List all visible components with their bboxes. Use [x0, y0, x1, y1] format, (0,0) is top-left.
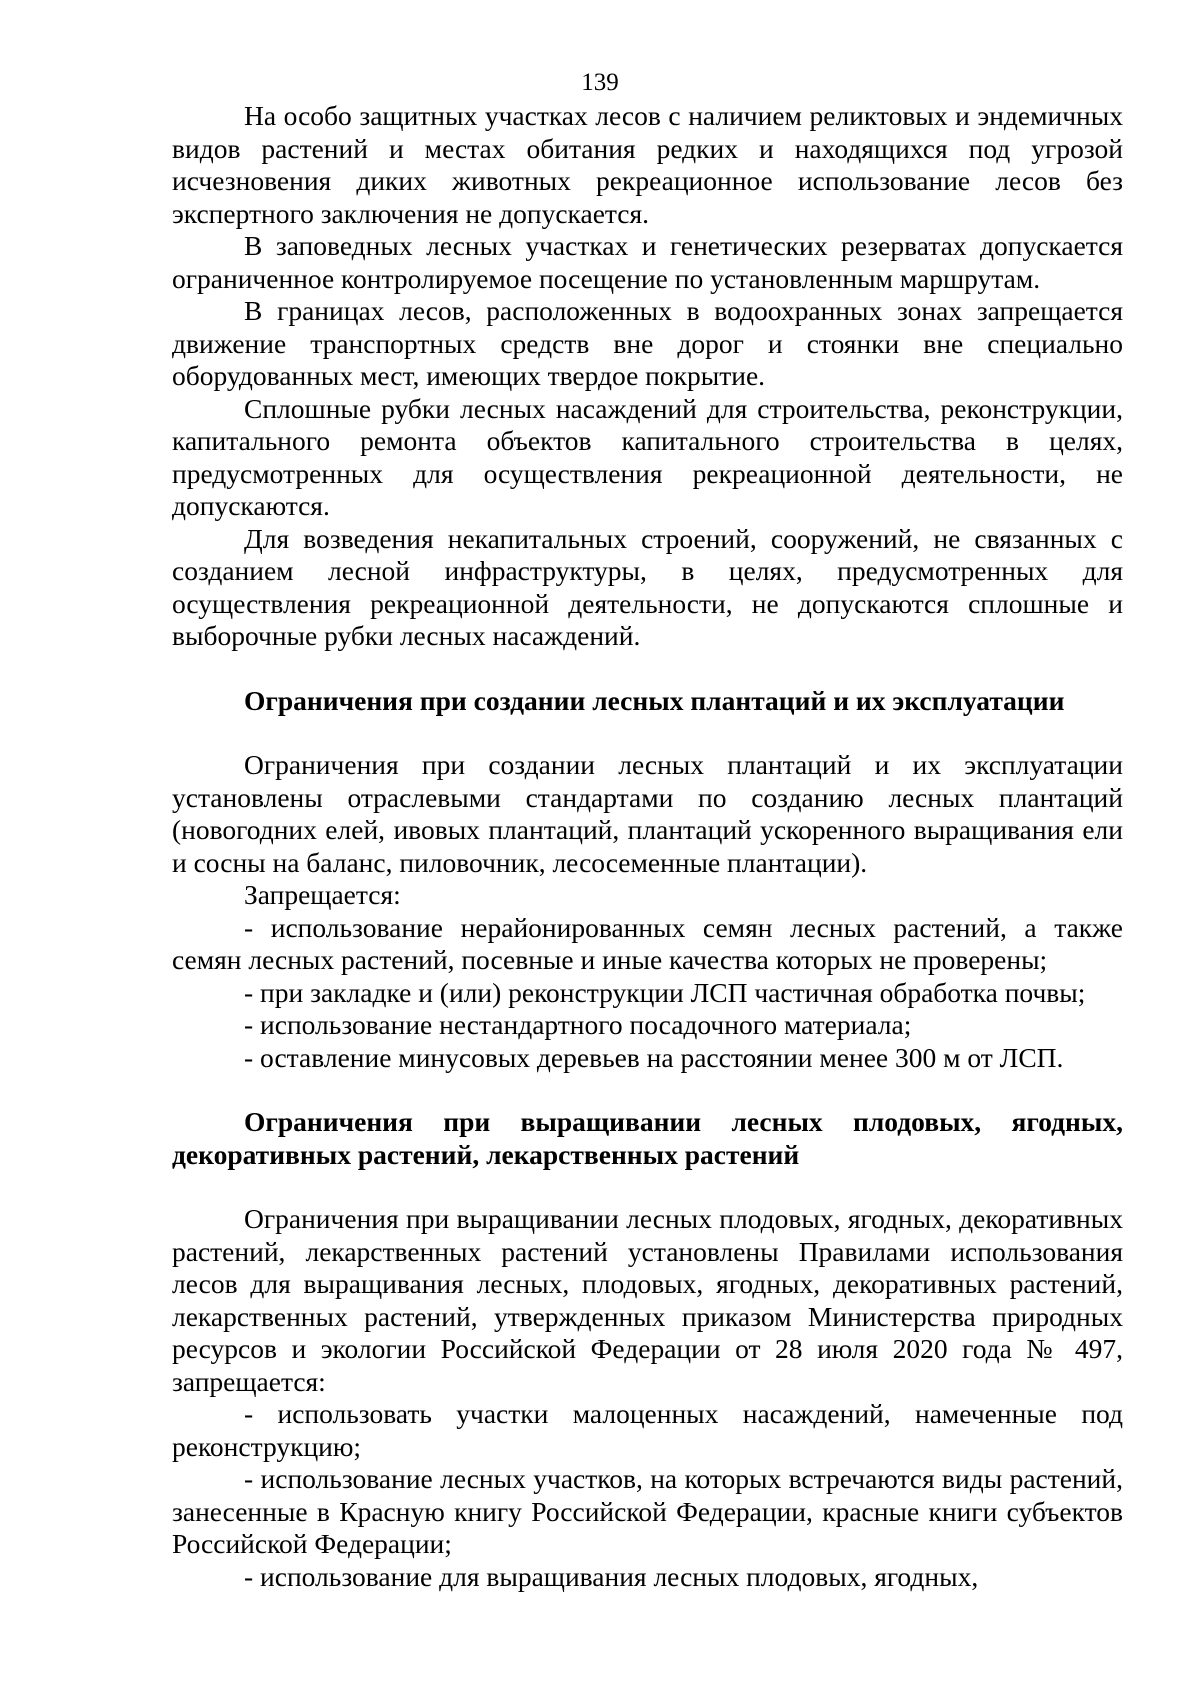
paragraph: Ограничения при создании лесных плантаций и их эксплуатации установлены отраслевыми стандартами по созданию лесных плантаций (новогодних елей, ивовых плантаций, плантаций ускоренного выращивания ели и сосны на баланс, пиловочник, лесосеменные плантации). [172, 749, 1123, 878]
page-number: 139 [581, 69, 619, 96]
list-item: - использование лесных участков, на которых встречаются виды растений, занесенные в Красную книгу Российской Федерации, красные книги субъектов Российской Федерации; [172, 1463, 1123, 1559]
spacer [172, 717, 1123, 749]
list-item: - использование нерайонированных семян лесных растений, а также семян лесных растений, посевные и иные качества которых не проверены; [172, 911, 1123, 975]
section-heading: Ограничения при создании лесных плантаций и их эксплуатации [244, 684, 1065, 716]
paragraph: Для возведения некапитальных строений, сооружений, не связанных с созданием лесной инфраструктуры, в целях, предусмотренных для осуществления рекреационной деятельности, не допускаются сплошные и выборочные рубки лесных насаждений. [172, 522, 1123, 651]
paragraph: В границах лесов, расположенных в водоохранных зонах запрещается движение транспортных средств вне дорог и стоянки вне специально оборудованных мест, имеющих твердое покрытие. [172, 295, 1123, 391]
spacer [172, 1171, 1123, 1203]
spacer [172, 1074, 1123, 1106]
list-item: - оставление минусовых деревьев на расстоянии менее 300 м от ЛСП. [244, 1041, 1064, 1073]
paragraph: Запрещается: [244, 879, 401, 910]
paragraph: В заповедных лесных участках и генетических резерватах допускается ограниченное контролируемое посещение по установленным маршрутам. [172, 230, 1123, 294]
list-item: - при закладке и (или) реконструкции ЛСП частичная обработка почвы; [244, 976, 1086, 1008]
list-item: - использование нестандартного посадочного материала; [244, 1009, 912, 1040]
section-heading: Ограничения при выращивании лесных плодовых, ягодных, декоративных растений, лекарственных растений [172, 1106, 1123, 1170]
spacer [172, 653, 1123, 685]
list-item: - использовать участки малоценных насаждений, намеченные под реконструкцию; [172, 1398, 1123, 1462]
paragraph: На особо защитных участках лесов с наличием реликтовых и эндемичных видов растений и местах обитания редких и находящихся под угрозой исчезновения диких животных рекреационное использование лесов без экспертного заключения не допускается. [172, 100, 1123, 229]
document-body [172, 100, 1123, 1593]
paragraph: Ограничения при выращивании лесных плодовых, ягодных, декоративных растений, лекарственных растений установлены Правилами использования лесов для выращивания лесных, плодовых, ягодных, декоративных растений, лекарственных растений, утвержденных приказом Министерства природных ресурсов и экологии Российской Федерации от 28 июля 2020 года № 497, запрещается: [172, 1203, 1123, 1397]
list-item: - использование для выращивания лесных плодовых, ягодных, [244, 1560, 979, 1592]
paragraph: Сплошные рубки лесных насаждений для строительства, реконструкции, капитального ремонта объектов капитального строительства в целях, предусмотренных для осуществления рекреационной деятельности, не допускаются. [172, 392, 1123, 521]
